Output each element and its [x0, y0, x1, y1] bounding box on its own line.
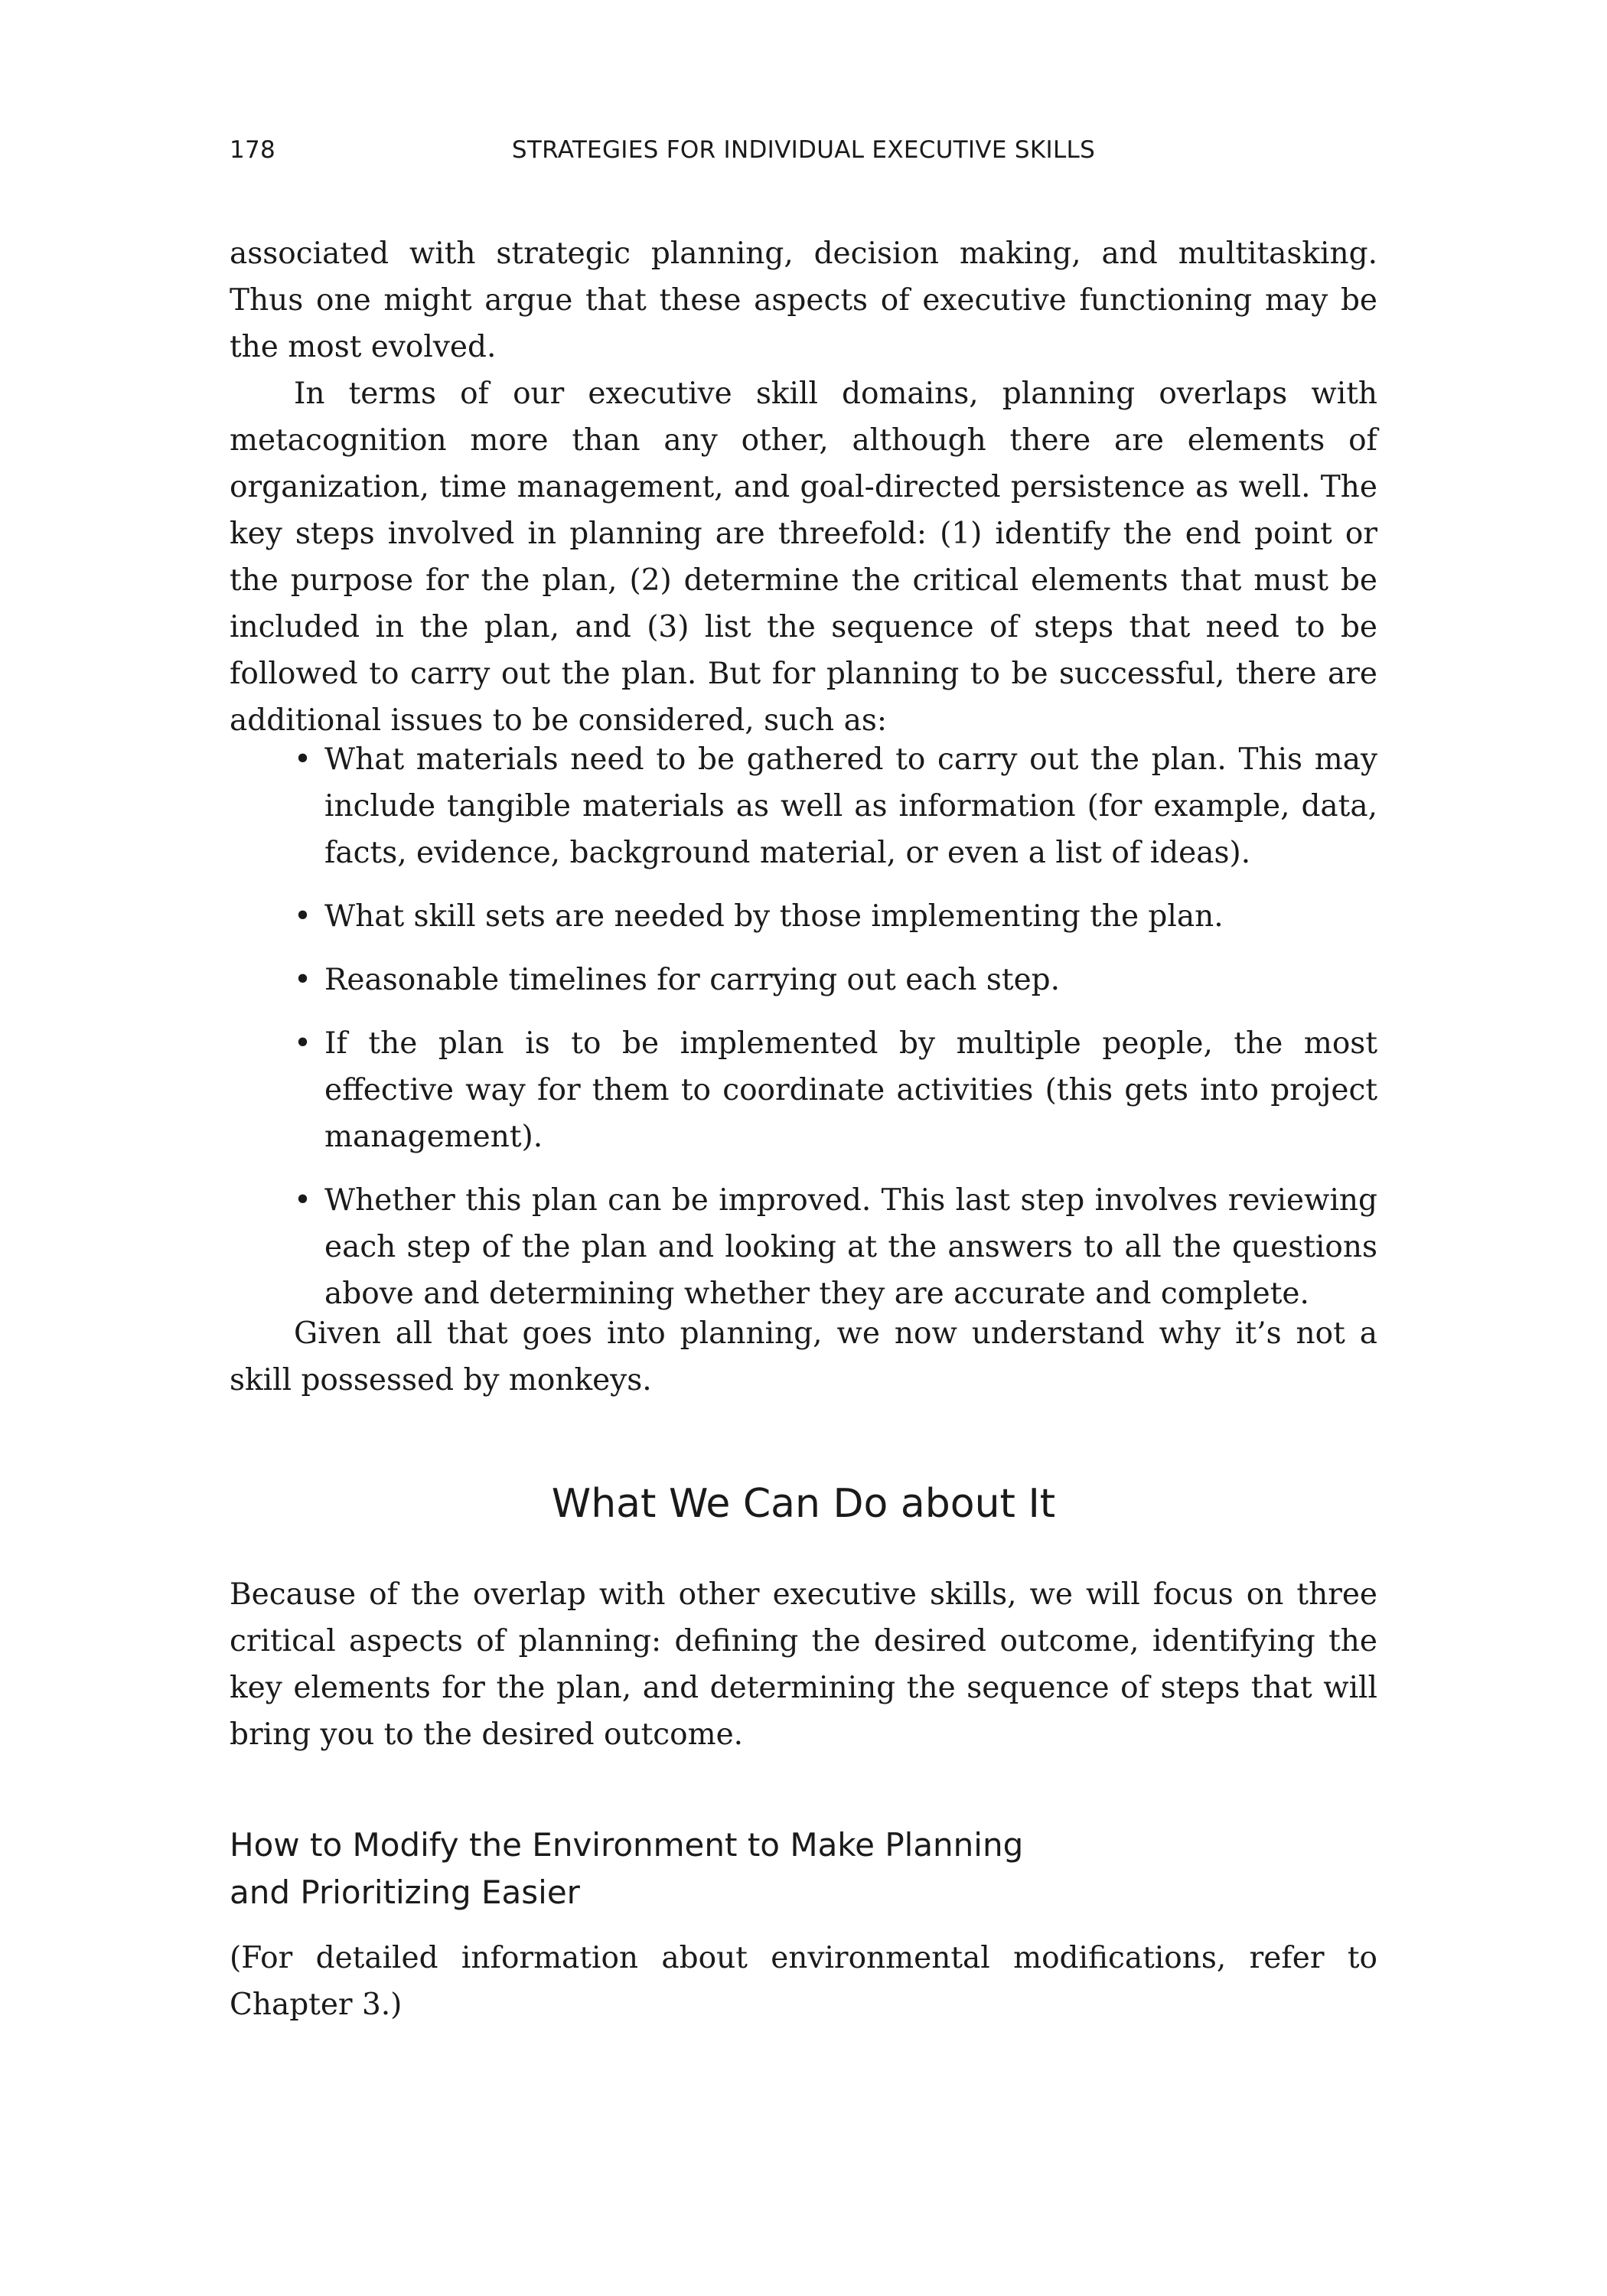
running-title: STRATEGIES FOR INDIVIDUAL EXECUTIVE SKILLS [511, 136, 1096, 164]
sub-heading-line-2: and Prioritizing Easier [230, 1874, 580, 1911]
page-number: 178 [230, 136, 276, 164]
paragraph-2: In terms of our executive skill domains, planning overlaps with metacognition more than any other, although there are elements of organization, time management, and goal-directed persistence as well. The key steps involved in planning are threefold: (1) identify the end point or the purpose for the plan, (2) determine the critical elements that must be included in the plan, and (3) list the sequence of steps that need to be followed to carry out the plan. But for planning to be successful, there are additional issues to be considered, such as: [230, 377, 1377, 738]
closing-paragraph [230, 1310, 1377, 1404]
bullet-icon: • [294, 899, 312, 934]
paragraph-3: Given all that goes into planning, we now understand why it’s not a skill possessed by monkeys. [230, 1316, 1377, 1397]
list-item-text: Whether this plan can be improved. This last step involves reviewing each step of the plan and looking at the answers to all the questions above and determining whether they are accurate and complete. [324, 1183, 1377, 1311]
list-item [294, 893, 1377, 940]
bullet-icon: • [294, 742, 312, 777]
bullet-icon: • [294, 1026, 312, 1061]
book-page [230, 0, 1377, 2296]
running-head [230, 136, 1377, 170]
sub-heading-line-1: How to Modify the Environment to Make Planning [230, 1826, 1024, 1864]
section-heading: What We Can Do about It [551, 1481, 1056, 1527]
paragraph-1: associated with strategic planning, decision making, and multitasking. Thus one might argue that these aspects of executive functioning may be the most evolved. [230, 236, 1377, 364]
bullet-icon: • [294, 1183, 312, 1218]
sub-heading [230, 1821, 1301, 1916]
list-item [294, 957, 1377, 1003]
paragraph-continuation [230, 230, 1377, 744]
list-item [294, 1020, 1377, 1160]
considerations-list [294, 736, 1377, 1334]
paragraph-4: Because of the overlap with other executive skills, we will focus on three critical aspects of planning: defining the desired outcome, identifying the key elements for the plan, and determining the sequence of steps that will bring you to the desired outcome. [230, 1577, 1377, 1752]
list-item-text: Reasonable timelines for carrying out each step. [324, 963, 1061, 997]
list-item-text: What skill sets are needed by those implementing the plan. [324, 899, 1224, 934]
paragraph-5: (For detailed information about environmental modifications, refer to Chapter 3.) [230, 1941, 1377, 2022]
list-item [294, 1177, 1377, 1317]
list-item-text: If the plan is to be implemented by multiple people, the most effective way for them to coordinate activities (this gets into project management). [324, 1026, 1377, 1154]
section-intro [230, 1571, 1377, 1758]
list-item [294, 736, 1377, 876]
bullet-icon: • [294, 963, 312, 997]
sub-section-text [230, 1935, 1377, 2028]
list-item-text: What materials need to be gathered to carry out the plan. This may include tangible materials as well as information (for example, data, facts, evidence, background material, or even a list of ideas). [324, 742, 1377, 870]
